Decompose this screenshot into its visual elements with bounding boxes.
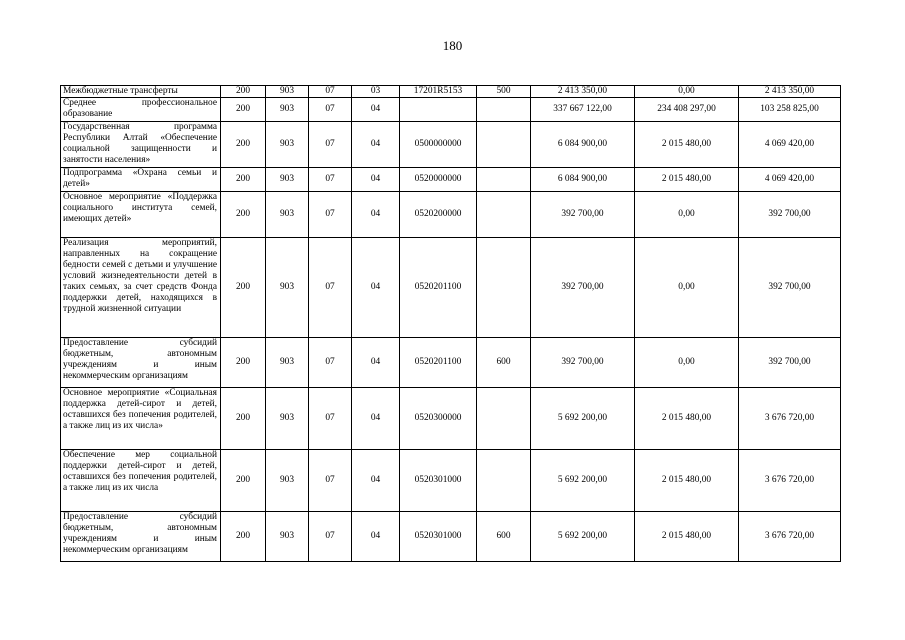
cell-sum-3: 3 676 720,00	[739, 450, 841, 512]
cell-rz: 07	[309, 98, 352, 122]
cell-ved: 200	[221, 98, 266, 122]
cell-sum-1: 6 084 900,00	[531, 168, 635, 192]
cell-rz: 07	[309, 388, 352, 450]
cell-sum-3: 392 700,00	[739, 238, 841, 338]
cell-pr: 04	[352, 388, 400, 450]
cell-rz: 07	[309, 122, 352, 168]
cell-cs	[400, 98, 477, 122]
cell-gr: 903	[266, 98, 309, 122]
table-body	[61, 86, 841, 562]
cell-name: Подпрограмма «Охрана семьи и детей»	[61, 168, 221, 192]
cell-sum-2: 234 408 297,00	[635, 98, 739, 122]
cell-sum-2: 2 015 480,00	[635, 450, 739, 512]
cell-sum-1: 392 700,00	[531, 192, 635, 238]
cell-pr: 04	[352, 192, 400, 238]
cell-gr: 903	[266, 338, 309, 388]
cell-cs: 0520201100	[400, 338, 477, 388]
cell-sum-2: 2 015 480,00	[635, 122, 739, 168]
cell-ved: 200	[221, 338, 266, 388]
cell-sum-3: 4 069 420,00	[739, 122, 841, 168]
cell-gr: 903	[266, 122, 309, 168]
cell-rz: 07	[309, 338, 352, 388]
cell-pr: 04	[352, 238, 400, 338]
table-row	[61, 86, 841, 98]
cell-vr	[477, 98, 531, 122]
cell-sum-1: 5 692 200,00	[531, 512, 635, 562]
cell-pr: 03	[352, 86, 400, 98]
cell-gr: 903	[266, 450, 309, 512]
cell-sum-1: 6 084 900,00	[531, 122, 635, 168]
table-row	[61, 388, 841, 450]
table-row	[61, 122, 841, 168]
cell-cs: 0520000000	[400, 168, 477, 192]
cell-sum-1: 5 692 200,00	[531, 388, 635, 450]
cell-cs: 0520301000	[400, 450, 477, 512]
cell-sum-2: 0,00	[635, 86, 739, 98]
cell-pr: 04	[352, 512, 400, 562]
cell-pr: 04	[352, 338, 400, 388]
cell-name: Предоставление субсидий бюджетным, автономным учреждениям и иным некоммерческим организациям	[61, 338, 221, 388]
cell-sum-3: 3 676 720,00	[739, 512, 841, 562]
cell-ved: 200	[221, 238, 266, 338]
table-row	[61, 98, 841, 122]
table-row	[61, 512, 841, 562]
cell-cs: 0520301000	[400, 512, 477, 562]
cell-ved: 200	[221, 122, 266, 168]
cell-sum-1: 2 413 350,00	[531, 86, 635, 98]
cell-sum-3: 3 676 720,00	[739, 388, 841, 450]
cell-sum-3: 2 413 350,00	[739, 86, 841, 98]
cell-gr: 903	[266, 86, 309, 98]
cell-sum-3: 4 069 420,00	[739, 168, 841, 192]
cell-gr: 903	[266, 192, 309, 238]
cell-sum-3: 392 700,00	[739, 338, 841, 388]
cell-ved: 200	[221, 192, 266, 238]
cell-pr: 04	[352, 450, 400, 512]
table-row	[61, 338, 841, 388]
budget-table	[60, 85, 841, 562]
cell-sum-1: 337 667 122,00	[531, 98, 635, 122]
cell-ved: 200	[221, 86, 266, 98]
cell-sum-2: 2 015 480,00	[635, 388, 739, 450]
cell-cs: 0520200000	[400, 192, 477, 238]
cell-cs: 0520300000	[400, 388, 477, 450]
cell-sum-2: 0,00	[635, 338, 739, 388]
cell-sum-1: 5 692 200,00	[531, 450, 635, 512]
cell-rz: 07	[309, 168, 352, 192]
cell-name: Межбюджетные трансферты	[61, 86, 221, 98]
cell-cs: 17201R5153	[400, 86, 477, 98]
cell-name: Государственная программа Республики Алтай «Обеспечение социальной защищенности и занятости населения»	[61, 122, 221, 168]
cell-ved: 200	[221, 512, 266, 562]
table-row	[61, 168, 841, 192]
cell-sum-2: 2 015 480,00	[635, 512, 739, 562]
cell-cs: 0500000000	[400, 122, 477, 168]
cell-rz: 07	[309, 450, 352, 512]
cell-vr	[477, 450, 531, 512]
cell-vr: 500	[477, 86, 531, 98]
cell-vr	[477, 192, 531, 238]
table-row	[61, 192, 841, 238]
cell-ved: 200	[221, 168, 266, 192]
table-row	[61, 238, 841, 338]
cell-gr: 903	[266, 168, 309, 192]
cell-sum-1: 392 700,00	[531, 238, 635, 338]
cell-sum-2: 0,00	[635, 238, 739, 338]
cell-name: Предоставление субсидий бюджетным, автономным учреждениям и иным некоммерческим организациям	[61, 512, 221, 562]
cell-gr: 903	[266, 512, 309, 562]
cell-rz: 07	[309, 238, 352, 338]
cell-name: Реализация мероприятий, направленных на сокращение бедности семей с детьми и улучшение условий жизнедеятельности детей в таких семьях, за счет средств Фонда поддержки детей, находящихся в трудной жизненной ситуации	[61, 238, 221, 338]
cell-pr: 04	[352, 168, 400, 192]
cell-ved: 200	[221, 388, 266, 450]
cell-vr	[477, 122, 531, 168]
cell-sum-2: 0,00	[635, 192, 739, 238]
cell-rz: 07	[309, 86, 352, 98]
cell-vr	[477, 238, 531, 338]
cell-name: Среднее профессиональное образование	[61, 98, 221, 122]
cell-vr	[477, 168, 531, 192]
cell-gr: 903	[266, 388, 309, 450]
cell-vr: 600	[477, 512, 531, 562]
cell-name: Основное мероприятие «Поддержка социального института семей, имеющих детей»	[61, 192, 221, 238]
cell-rz: 07	[309, 512, 352, 562]
page-number: 180	[442, 38, 463, 53]
cell-sum-1: 392 700,00	[531, 338, 635, 388]
cell-name: Обеспечение мер социальной поддержки детей-сирот и детей, оставшихся без попечения родителей, а также лиц из их числа	[61, 450, 221, 512]
cell-sum-3: 392 700,00	[739, 192, 841, 238]
cell-gr: 903	[266, 238, 309, 338]
cell-ved: 200	[221, 450, 266, 512]
cell-sum-2: 2 015 480,00	[635, 168, 739, 192]
cell-vr: 600	[477, 338, 531, 388]
cell-name: Основное мероприятие «Социальная поддержка детей-сирот и детей, оставшихся без попечения родителей, а также лиц из их числа»	[61, 388, 221, 450]
cell-cs: 0520201100	[400, 238, 477, 338]
cell-pr: 04	[352, 122, 400, 168]
table-row	[61, 450, 841, 512]
cell-pr: 04	[352, 98, 400, 122]
cell-vr	[477, 388, 531, 450]
cell-sum-3: 103 258 825,00	[739, 98, 841, 122]
cell-rz: 07	[309, 192, 352, 238]
